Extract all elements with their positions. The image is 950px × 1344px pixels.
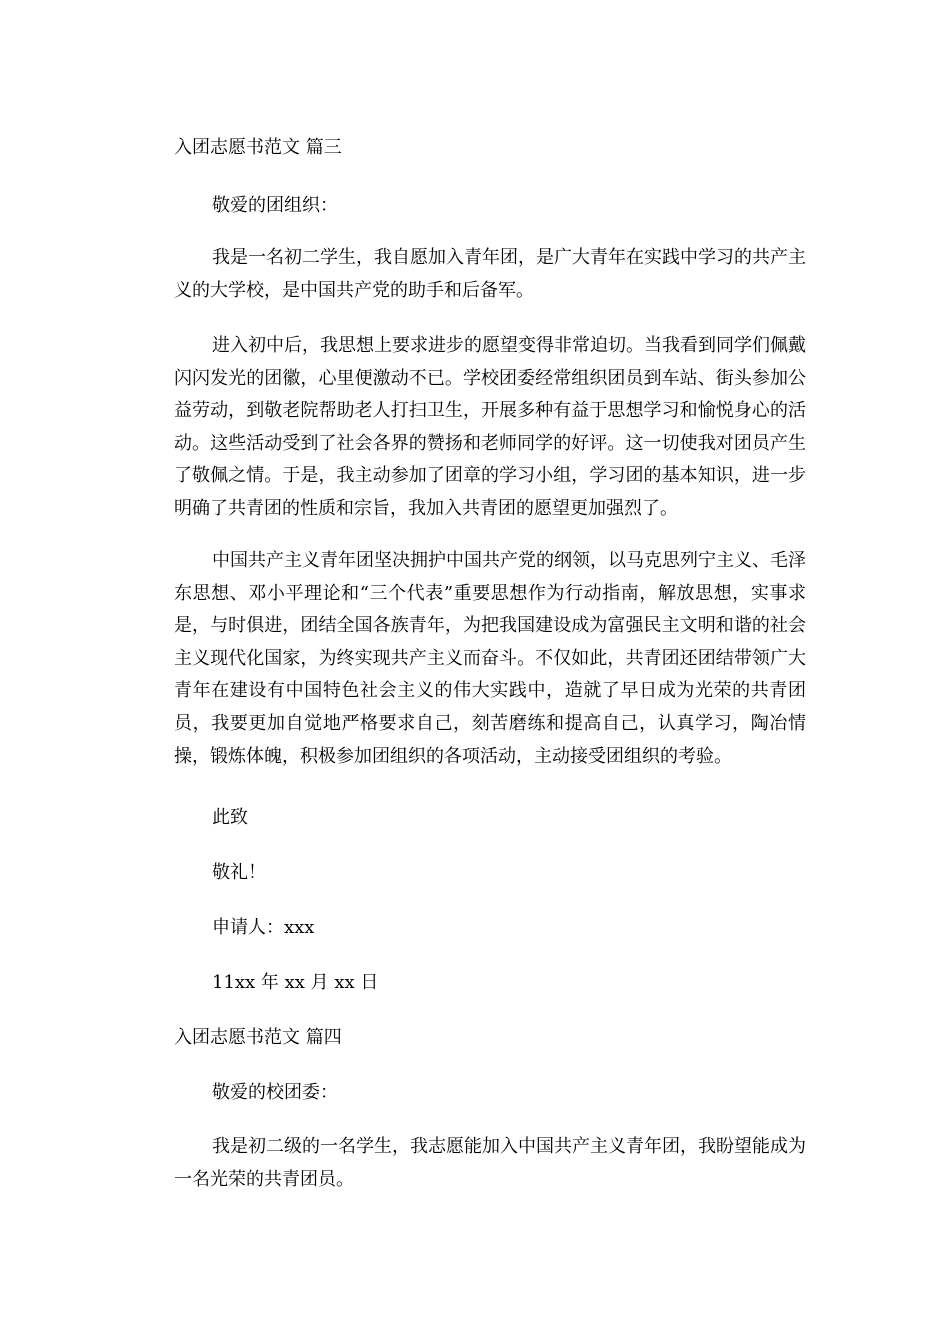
section-heading-4: 入团志愿书范文 篇四 xyxy=(174,1027,342,1048)
applicant-line: 申请人：xxx xyxy=(212,917,315,938)
section-heading-3: 入团志愿书范文 篇三 xyxy=(174,137,342,158)
paragraph-3-3: 中国共产主义青年团坚决拥护中国共产党的纲领，以马克思列宁主义、毛泽东思想、邓小平理论和“三个代表”重要思想作为行动指南，解放思想，实事求是，与时俱进，团结全国各族青年，为把我国建设成为富强民主文明和谐的社会主义现代化国家，为终实现共产主义而奋斗。不仅如此，共青团还团结带领广大青年在建设有中国特色社会主义的伟大实践中，造就了早日成为光荣的共青团员，我要更加自觉地严格要求自己，刻苦磨练和提高自己，认真学习，陶冶情操，锻炼体魄，积极参加团组织的各项活动，主动接受团组织的考验。 xyxy=(174,550,806,767)
closing-ci-zhi: 此致 xyxy=(212,807,248,828)
paragraph-3-2: 进入初中后，我思想上要求进步的愿望变得非常迫切。当我看到同学们佩戴闪闪发光的团徽，心里便激动不已。学校团委经常组织团员到车站、街头参加公益劳动，到敬老院帮助老人打扫卫生，开展多种有益于思想学习和愉悦身心的活动。这些活动受到了社会各界的赞扬和老师同学的好评。这一切使我对团员产生了敬佩之情。于是，我主动参加了团章的学习小组，学习团的基本知识，进一步明确了共青团的性质和宗旨，我加入共青团的愿望更加强烈了。 xyxy=(174,335,806,519)
closing-jing-li: 敬礼！ xyxy=(212,862,266,883)
paragraph-4-1: 我是初二级的一名学生，我志愿能加入中国共产主义青年团，我盼望能成为一名光荣的共青团员。 xyxy=(174,1136,806,1190)
paragraph-3-1: 我是一名初二学生，我自愿加入青年团，是广大青年在实践中学习的共产主义的大学校，是中国共产党的助手和后备军。 xyxy=(174,247,806,301)
salutation-4: 敬爱的校团委： xyxy=(212,1082,338,1103)
date-line: 11xx 年 xx 月 xx 日 xyxy=(212,972,379,993)
salutation-3: 敬爱的团组织： xyxy=(212,195,338,216)
